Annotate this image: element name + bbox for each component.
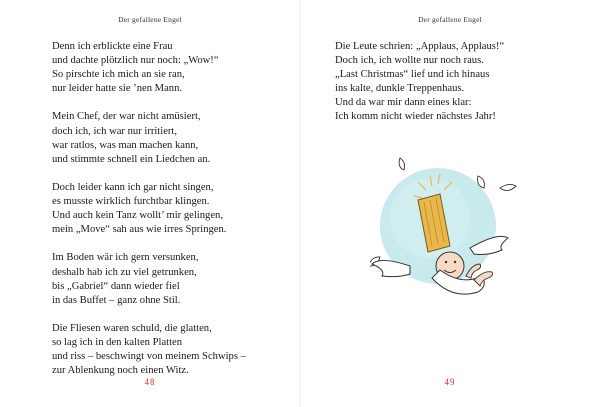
- stanza: [52, 181, 246, 237]
- poem-line: Denn ich erblickte eine Frau: [52, 41, 173, 52]
- poem-line: Die Leute schrien: „Applaus, Applaus!“: [335, 41, 505, 52]
- poem-line: So pirschte ich mich an sie ran,: [52, 69, 185, 81]
- poem-line: Im Boden wär ich gern versunken,: [52, 252, 199, 264]
- falling-angel-illustration: [370, 148, 520, 348]
- stanza: [52, 40, 246, 96]
- feather-icon: [399, 158, 404, 170]
- poem-line: es musste wirklich furchtbar klingen.: [52, 196, 210, 208]
- poem-line: und riss – beschwingt von meinem Schwips –: [52, 351, 246, 363]
- poem-line: Doch ich, ich wollte nur noch raus.: [335, 55, 484, 67]
- stanza: [52, 110, 246, 166]
- running-head-left: Der gefallene Engel: [118, 15, 182, 24]
- poem-line: zur Ablenkung noch einen Witz.: [52, 365, 189, 377]
- stanza: [52, 251, 246, 307]
- poem-line: bis „Gabriel“ dann wieder fiel: [52, 280, 180, 292]
- stanza: [335, 40, 504, 125]
- page-number-left: 48: [144, 377, 156, 387]
- right-page: [300, 0, 600, 407]
- poem-line: mein „Move“ sah aus wie irres Springen.: [52, 224, 227, 236]
- poem-text-right: [335, 40, 504, 139]
- poem-line: Die Fliesen waren schuld, die glatten,: [52, 322, 212, 334]
- feather-icon: [500, 184, 516, 190]
- poem-line: Ich komm nicht wieder nächstes Jahr!: [335, 111, 496, 123]
- poem-line: doch ich, ich war nur irritiert,: [52, 125, 178, 137]
- poem-line: Mein Chef, der war nicht amüsiert,: [52, 111, 201, 123]
- page-number-right: 49: [444, 377, 456, 387]
- running-head-right: Der gefallene Engel: [418, 15, 482, 24]
- stanza: [52, 322, 246, 378]
- poem-line: so lag ich in den kalten Platten: [52, 336, 183, 348]
- poem-line: Und auch kein Tanz wollt’ mir gelingen,: [52, 210, 223, 222]
- poem-line: war ratlos, was man machen kann,: [52, 139, 199, 151]
- poem-line: und dachte plötzlich nur noch: „Wow!“: [52, 55, 219, 67]
- poem-line: deshalb hab ich zu viel getrunken,: [52, 266, 197, 278]
- poem-line: „Last Christmas“ lief und ich hinaus: [335, 69, 490, 81]
- poem-line: in das Buffet – ganz ohne Stil.: [52, 294, 181, 306]
- poem-line: nur leider hatte sie ’nen Mann.: [52, 83, 183, 95]
- poem-line: und stimmte schnell ein Liedchen an.: [52, 153, 211, 165]
- poem-line: ins kalte, dunkle Treppenhaus.: [335, 83, 465, 95]
- poem-line: Doch leider kann ich gar nicht singen,: [52, 181, 214, 193]
- poem-text-left: [52, 40, 246, 392]
- poem-line: Und da war mir dann eines klar:: [335, 97, 472, 109]
